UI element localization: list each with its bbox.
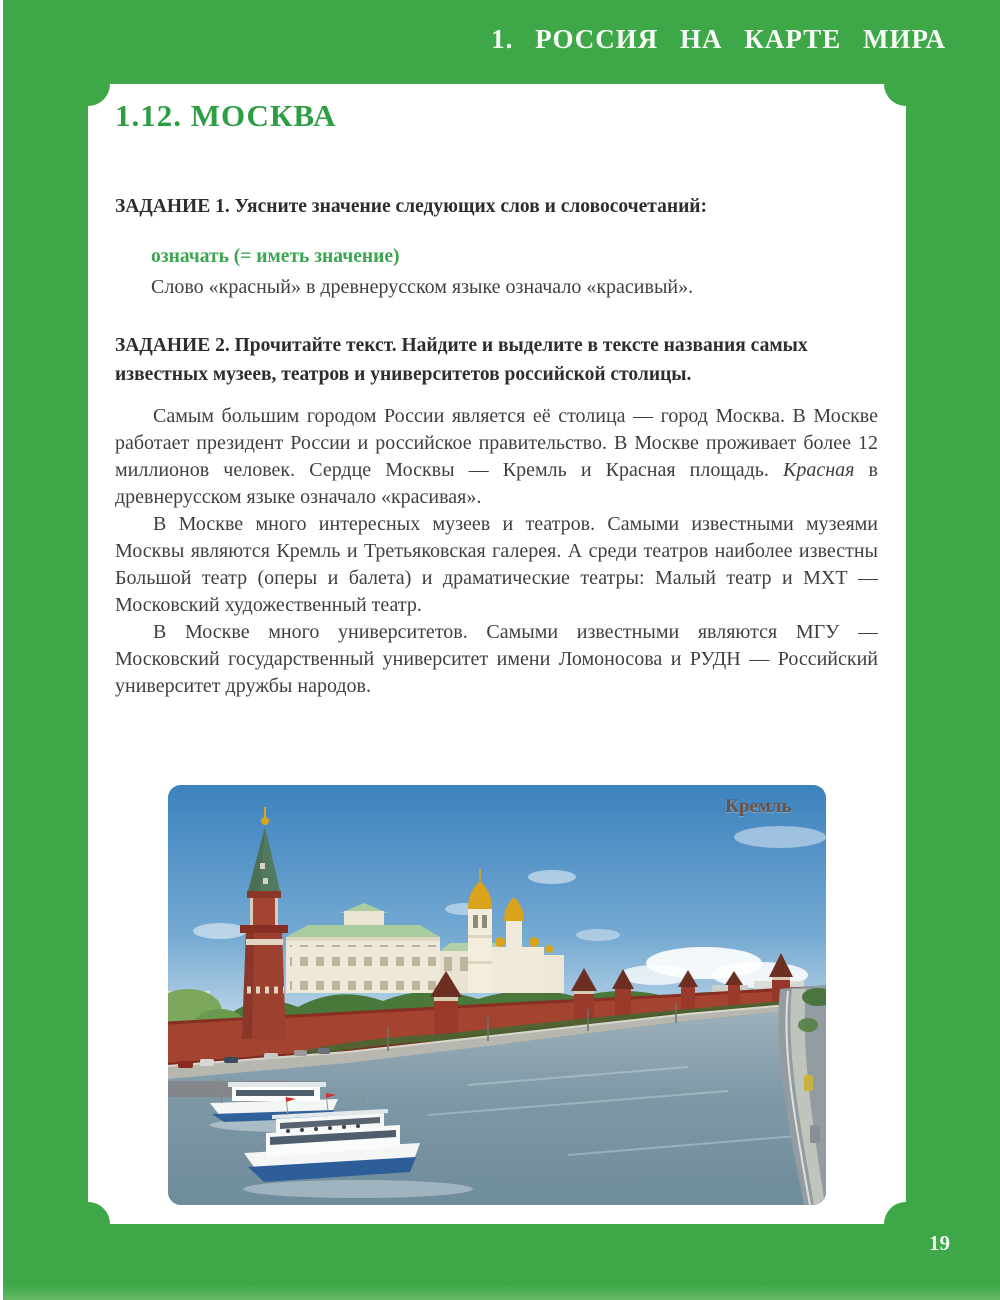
paragraph-2: В Москве много интересных музеев и театров. Самыми известными музеями Москвы являются Кремль и Третьяковская галерея. А среди театров наиболее известны Большой театр (оперы и балета) и драматические театры: Малый театр и МХТ — Московский художественный театр. [115, 513, 878, 616]
paragraph-1-end: в древнерусском языке означало «красивая». [115, 459, 878, 508]
task1-heading: ЗАДАНИЕ 1. Уясните значение следующих слов и словосочетаний: [115, 196, 708, 217]
page-number: 19 [929, 1231, 950, 1255]
photo-caption: Кремль [725, 796, 792, 817]
panel-content [88, 84, 906, 1205]
reading-text [115, 403, 878, 700]
paragraph-1 [115, 403, 878, 511]
scan-edge-artifact [0, 0, 3, 1300]
corner-notch-bottom-left [66, 1202, 110, 1246]
corner-notch-bottom-right [884, 1202, 928, 1246]
emphasis-krasnaya: Красная [783, 459, 855, 481]
paragraph-3: В Москве много университетов. Самыми известными являются МГУ — Московский государственный университет имени Ломоносова и РУДН — Российский университет дружбы народов. [115, 621, 878, 697]
task2-heading: ЗАДАНИЕ 2. Прочитайте текст. Найдите и выделите в тексте названия самых известных музеев, театров и университетов российской столицы. [115, 335, 808, 385]
corner-notch-top-left [66, 62, 110, 106]
vocab-example: Слово «красный» в древнерусском языке означало «красивый». [151, 276, 694, 298]
kremlin-photo [168, 785, 826, 1205]
kremlin-photo-illustration [168, 785, 826, 1205]
paragraph-1-start: Самым большим городом России является её столица — город Москва. В Москве работает президент России и российское правительство. В Москве проживает более 12 миллионов человек. Сердце Москвы — Кремль и Красная площадь. [115, 405, 878, 481]
corner-notch-top-right [884, 62, 928, 106]
vocab-term: означать (= иметь значение) [151, 246, 400, 267]
content-panel [88, 84, 906, 1224]
running-header: 1. РОССИЯ НА КАРТЕ МИРА [491, 24, 946, 54]
section-title: 1.12. МОСКВА [115, 98, 337, 133]
